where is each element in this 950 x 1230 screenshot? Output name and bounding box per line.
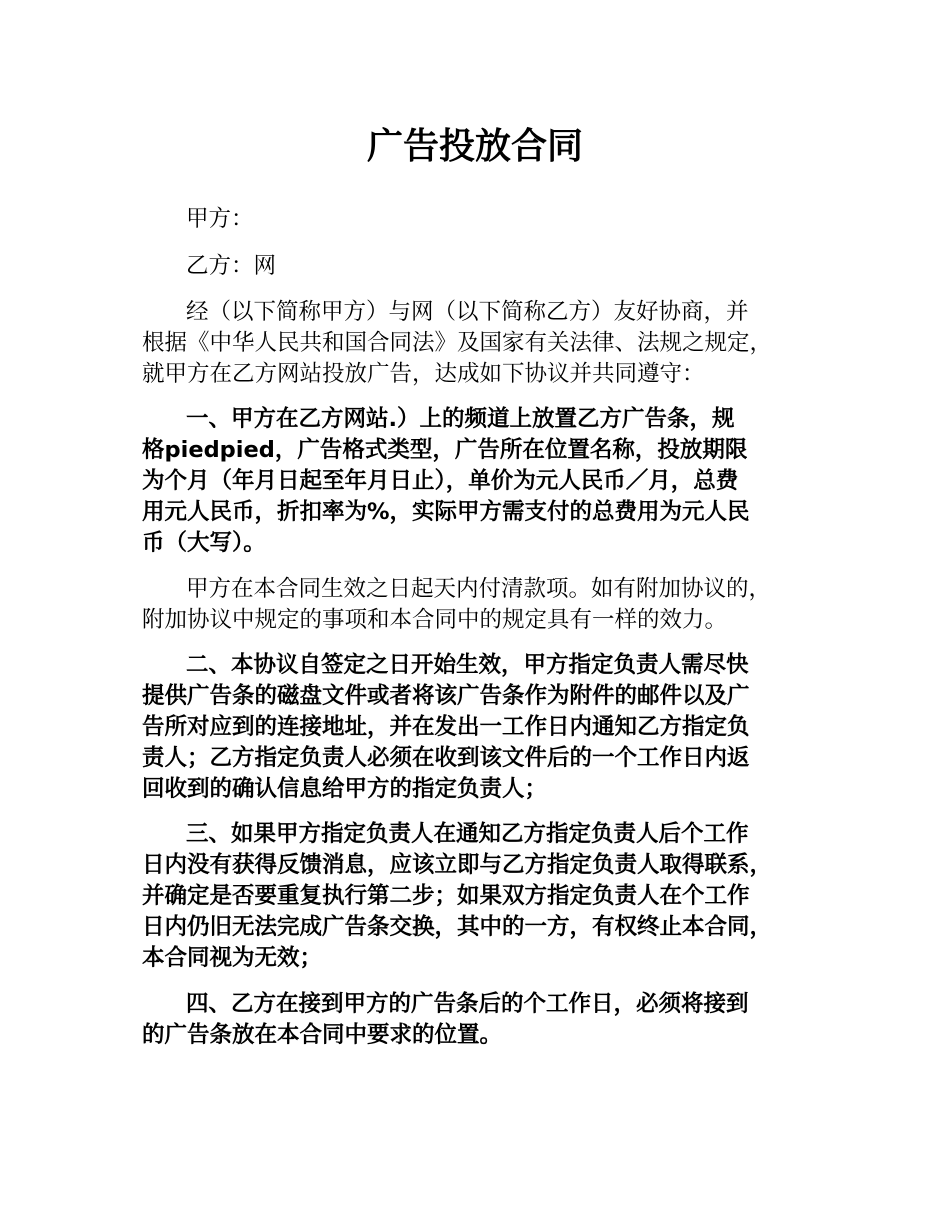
line: 附加协议中规定的事项和本合同中的规定具有一样的效力。 xyxy=(142,607,728,633)
party-b xyxy=(142,251,842,282)
line: 责人；乙方指定负责人必须在收到该文件后的一个工作日内返 xyxy=(142,745,750,771)
clause-3 xyxy=(142,819,842,974)
line: 并确定是否要重复执行第二步；如果双方指定负责人在个工作 xyxy=(142,883,750,909)
line: 用元人民币，折扣率为%，实际甲方需支付的总费用为元人民 xyxy=(142,499,750,525)
line: 日内没有获得反馈消息，应该立即与乙方指定负责人取得联系， xyxy=(142,852,773,878)
line: 二、本协议自签定之日开始生效，甲方指定负责人需尽快 xyxy=(186,652,749,678)
line: 四、乙方在接到甲方的广告条后的个工作日，必须将接到 xyxy=(186,991,749,1017)
line: 提供广告条的磁盘文件或者将该广告条作为附件的邮件以及广 xyxy=(142,683,750,709)
party-a xyxy=(142,204,842,235)
line: 三、如果甲方指定负责人在通知乙方指定负责人后个工作 xyxy=(186,821,749,847)
preamble xyxy=(142,297,842,390)
line: 告所对应到的连接地址，并在发出一工作日内通知乙方指定负 xyxy=(142,714,750,740)
clause-2 xyxy=(142,650,842,805)
clause-1 xyxy=(142,404,842,559)
line: 根据《中华人民共和国合同法》及国家有关法律、法规之规定， xyxy=(142,330,773,356)
line: 日内仍旧无法完成广告条交换，其中的一方，有权终止本合同， xyxy=(142,914,773,940)
line: 回收到的确认信息给甲方的指定负责人； xyxy=(142,776,548,802)
line: 币（大写）。 xyxy=(142,530,266,556)
line: 就甲方在乙方网站投放广告，达成如下协议并共同遵守： xyxy=(142,361,705,387)
line: 的广告条放在本合同中要求的位置。 xyxy=(142,1022,503,1048)
line: 经（以下简称甲方）与网（以下简称乙方）友好协商，并 xyxy=(186,299,749,325)
document-title: 广告投放合同 xyxy=(366,126,583,167)
line: 甲方在本合同生效之日起天内付清款项。如有附加协议的， xyxy=(186,576,772,602)
payment-paragraph xyxy=(142,574,842,636)
line: 甲方： xyxy=(186,206,254,232)
line: 乙方：网 xyxy=(186,253,277,279)
line: 格piedpied，广告格式类型，广告所在位置名称，投放期限 xyxy=(142,437,748,463)
line: 一、甲方在乙方网站.）上的频道上放置乙方广告条，规 xyxy=(186,406,735,432)
clause-4 xyxy=(142,989,842,1051)
line: 本合同视为无效； xyxy=(142,945,323,971)
line: 为个月（年月日起至年月日止），单价为元人民币／月，总费 xyxy=(142,468,739,494)
